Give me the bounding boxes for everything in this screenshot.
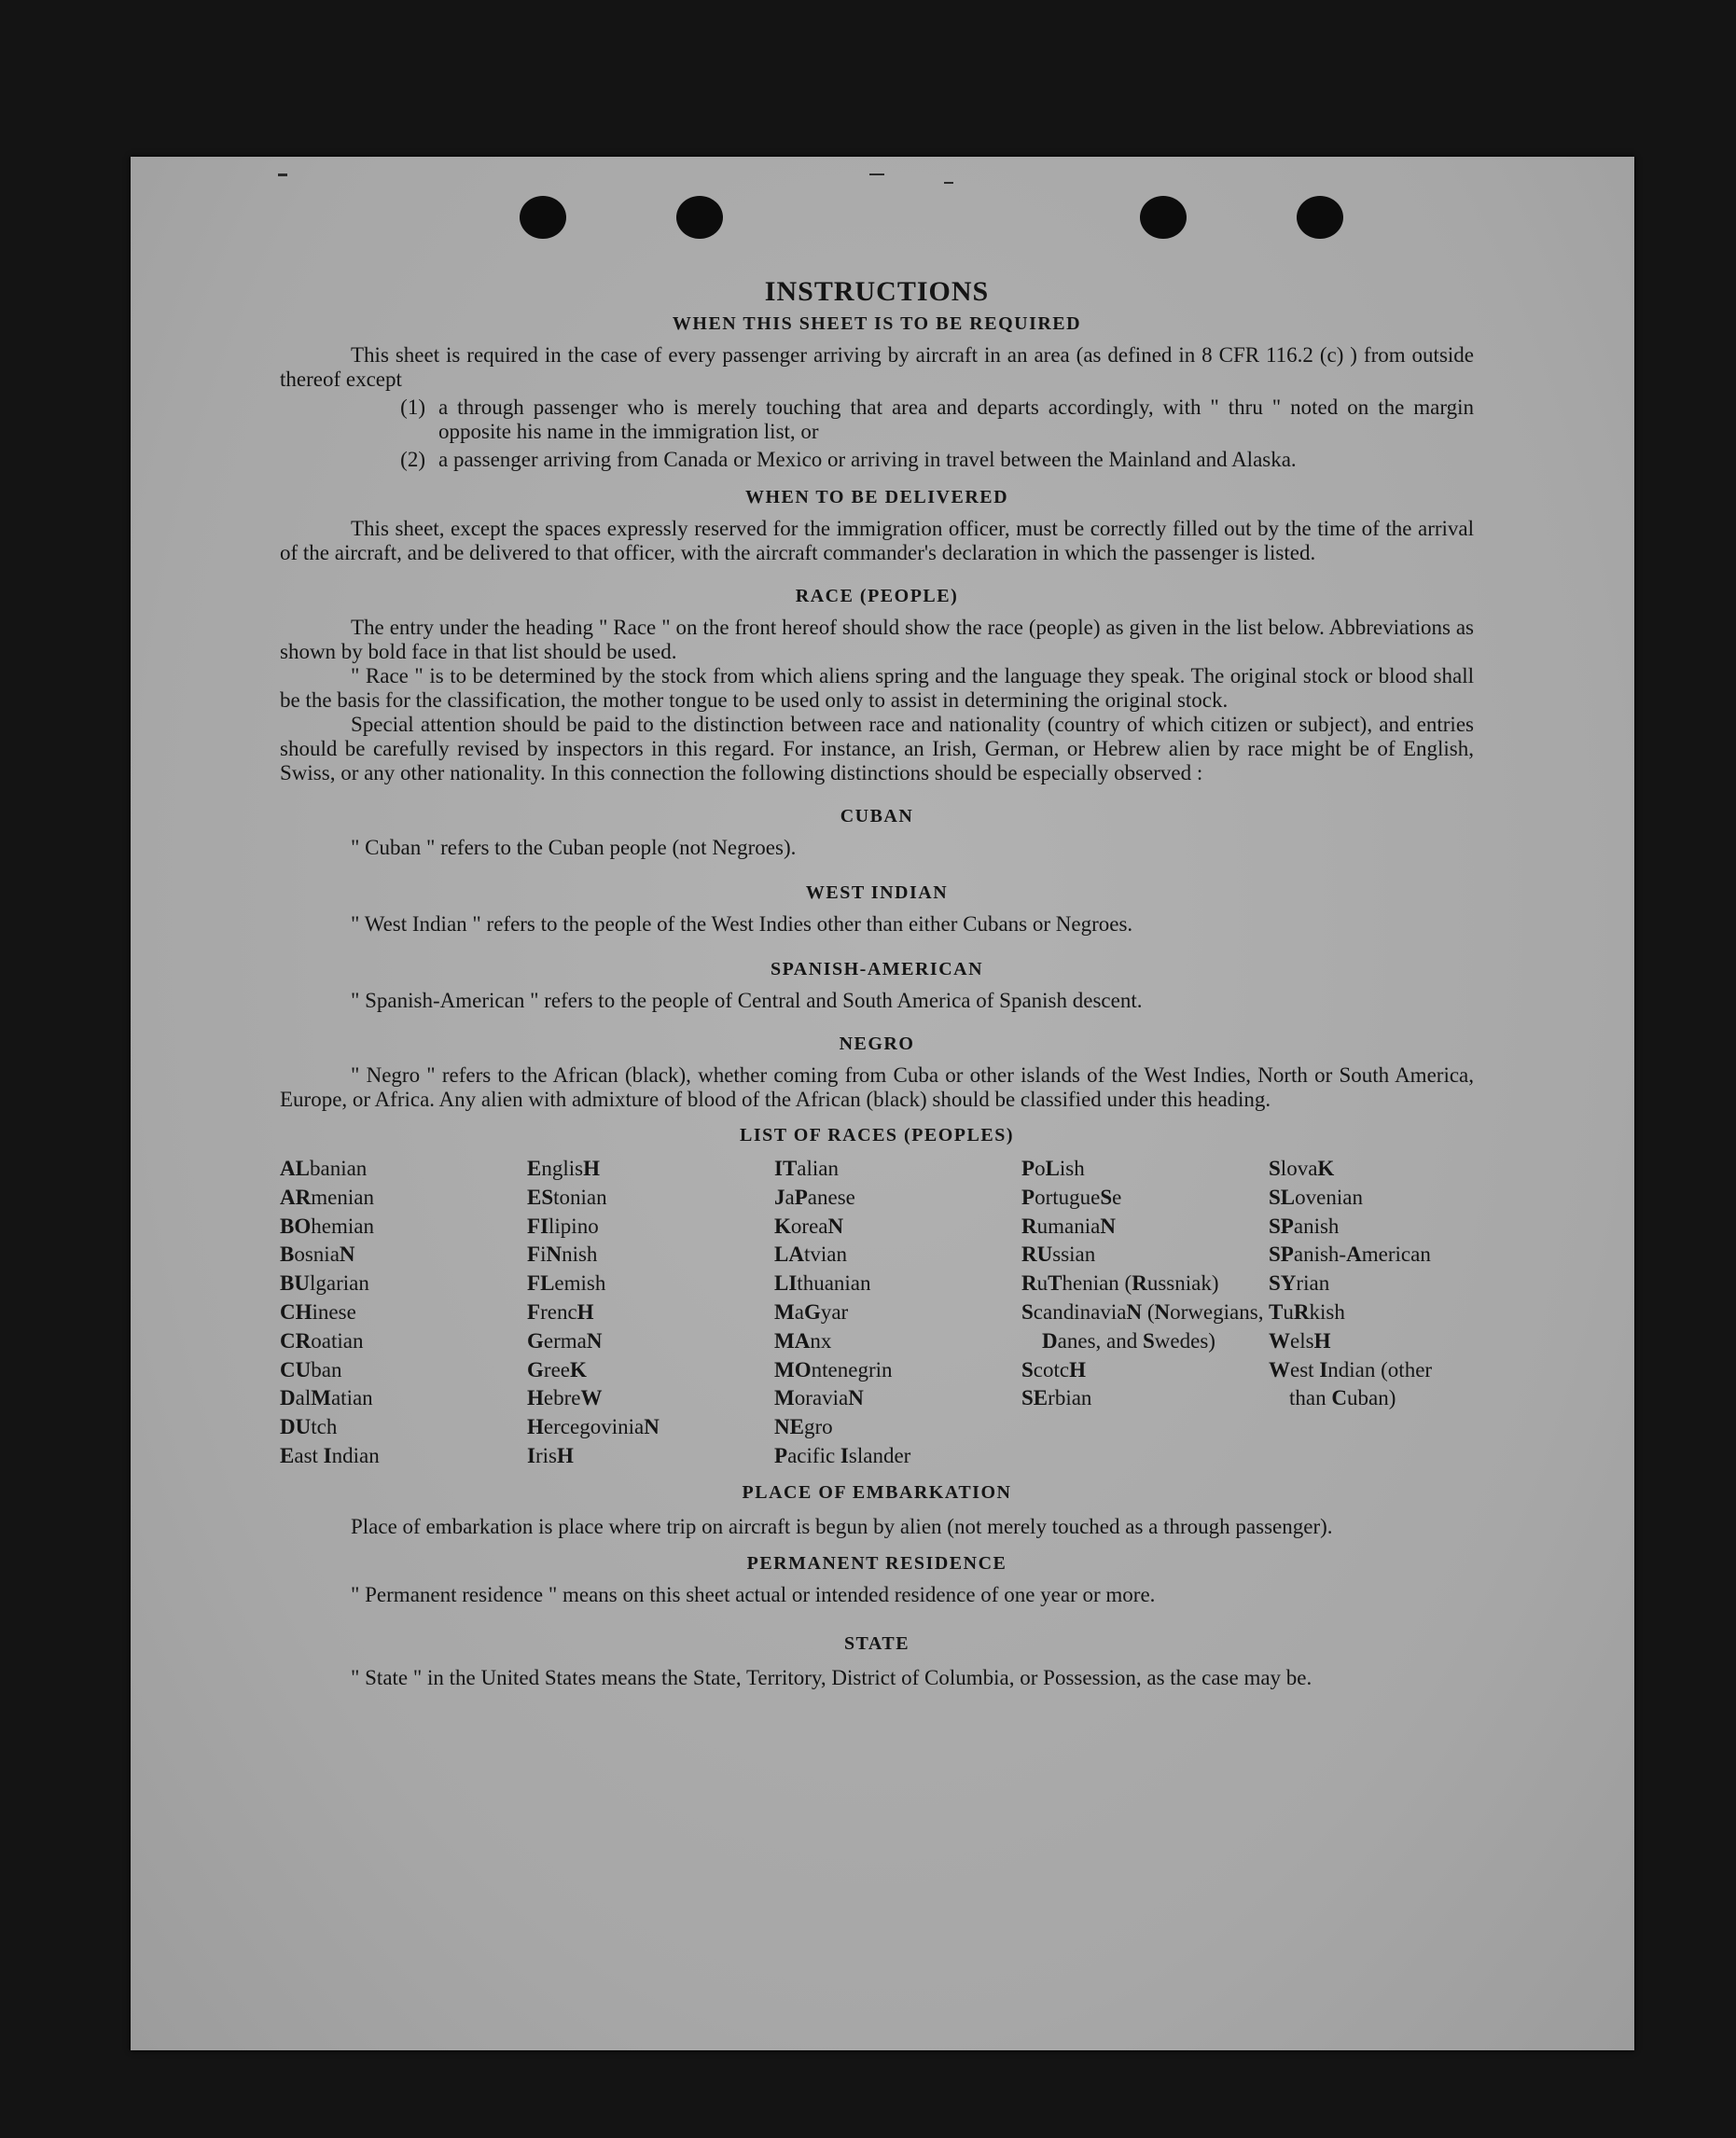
exception-item [280,448,1474,472]
race-entry: ARmenian [280,1185,374,1209]
residence-text: " Permanent residence " means on this sheet actual or intended residence of one year or more. [351,1582,1156,1606]
races-column [774,1155,1021,1471]
race-entry: RuThenian (Russniak) [1021,1271,1219,1296]
race-entry: ScandinaviaN (Norwegians, Danes, and Swedes) [1021,1299,1264,1353]
race-entry: RUssian [1021,1243,1096,1267]
race-entry: SLovenian [1269,1185,1363,1209]
race-entry: FIlipino [527,1214,599,1238]
race-entry: West Indian (other than Cuban) [1269,1357,1433,1410]
races-column [280,1155,527,1471]
punch-hole [676,196,723,239]
race-entry: ScotcH [1021,1357,1087,1381]
race-entry: GreeK [527,1357,587,1381]
race-entry: GermaN [527,1328,603,1353]
race-entry: CHinese [280,1299,356,1324]
section-heading-residence: PERMANENT RESIDENCE [746,1552,1007,1574]
punch-hole [1297,196,1343,239]
race-entry: East Indian [280,1443,380,1467]
section-heading-state: STATE [843,1632,910,1654]
section-heading-cuban: CUBAN [840,806,914,826]
race-entry: MOntenegrin [774,1357,893,1381]
race-entry: TuRkish [1269,1299,1345,1324]
section-heading-race: RACE (PEOPLE) [795,586,959,606]
race-paragraph-3: Special attention should be paid to the distinction between race and nationality (country of which citizen or subject), and entries should be carefully revised by inspectors in this regard. For instance, an Irish, German, or Hebrew alien by race might be of English, Swiss, or any other nationality. In this connection the following distinctions should be especially observed : [280,713,1474,784]
race-entry: BUlgarian [280,1271,369,1296]
race-entry: SPanish [1269,1214,1340,1238]
section-heading-delivered: WHEN TO BE DELIVERED [744,487,1009,507]
section-heading-spanish-american: SPANISH-AMERICAN [770,959,984,979]
race-entry: RumaniaN [1021,1214,1116,1238]
race-entry: WelsH [1269,1328,1331,1353]
races-list [280,1155,1474,1471]
race-entry: FLemish [527,1271,606,1296]
negro-text: " Negro " refers to the African (black), whether coming from Cuba or other islands of the West Indies, North or South America, Europe, or Africa. Any alien with admixture of blood of the African (black) should be classified under this heading. [280,1063,1474,1111]
embarkation-text: Place of embarkation is place where trip on aircraft is begun by alien (not merely touched as a through passenger). [351,1514,1333,1538]
race-paragraph-2: " Race " is to be determined by the stock from which aliens spring and the language they speak. The original stock or blood shall be the basis for the classification, the mother tongue to be used only to assist in determining the original stock. [280,664,1474,712]
race-entry: KoreaN [774,1214,844,1238]
exception-text: a through passenger who is merely touching that area and departs accordingly, with " thru " noted on the margin opposite his name in the immigration list, or [438,396,1474,443]
page-title: INSTRUCTIONS [764,276,990,307]
race-entry: NEgro [774,1415,833,1439]
race-entry: MoraviaN [774,1386,864,1410]
races-column [1021,1155,1269,1471]
race-entry: SErbian [1021,1386,1092,1410]
section-heading-required: WHEN THIS SHEET IS TO BE REQUIRED [672,313,1082,334]
exception-number: (2) [400,448,425,471]
race-entry: PortugueSe [1021,1185,1122,1209]
exception-text: a passenger arriving from Canada or Mexico or arriving in travel between the Mainland and Alaska. [438,448,1297,471]
race-entry: LIthuanian [774,1271,871,1296]
cuban-text: " Cuban " refers to the Cuban people (not Negroes). [351,836,797,859]
race-entry: CUban [280,1357,342,1381]
race-entry: EStonian [527,1185,607,1209]
race-entry: MaGyar [774,1299,849,1324]
section-heading-west-indian: WEST INDIAN [805,882,949,903]
race-entry: ITalian [774,1157,840,1180]
race-entry: Pacific Islander [774,1443,911,1467]
required-intro: This sheet is required in the case of every passenger arriving by aircraft in an area (as defined in 8 CFR 116.2 (c) ) from outside thereof except [280,343,1474,391]
race-entry: MAnx [774,1328,832,1353]
race-entry: JaPanese [774,1185,855,1209]
race-entry: EnglisH [527,1157,600,1180]
section-heading-embarkation: PLACE OF EMBARKATION [742,1481,1012,1503]
race-entry: DalMatian [280,1386,373,1410]
instructions-content [280,276,1474,1693]
race-entry: HebreW [527,1386,603,1410]
races-column [527,1155,774,1471]
races-column [1269,1155,1474,1471]
spanish-american-text: " Spanish-American " refers to the people of Central and South America of Spanish descent. [351,989,1143,1012]
race-entry: SlovaK [1269,1157,1335,1180]
race-entry: LAtvian [774,1243,847,1267]
exception-item [280,396,1474,444]
race-entry: BOhemian [280,1214,374,1238]
delivered-text: This sheet, except the spaces expressly reserved for the immigration officer, must be correctly filled out by the time of the arrival of the aircraft, and be delivered to that officer, with the aircraft commander's declaration in which the passenger is listed. [280,517,1474,564]
scan-mark [944,182,953,184]
scan-mark [869,174,884,175]
race-entry: BosniaN [280,1243,355,1267]
race-entry: ALbanian [280,1157,368,1180]
race-entry: HercegoviniaN [527,1415,660,1439]
race-paragraph-1: The entry under the heading " Race " on the front hereof should show the race (people) as given in the list below. Abbreviations as shown by bold face in that list should be used. [280,616,1474,663]
section-heading-races-list: LIST OF RACES (PEOPLES) [739,1125,1014,1145]
punch-hole [1140,196,1187,239]
race-entry: SYrian [1269,1271,1330,1296]
state-text: " State " in the United States means the State, Territory, District of Columbia, or Possession, as the case may be. [351,1665,1312,1689]
race-entry: SPanish-American [1269,1243,1431,1267]
scan-mark [278,174,287,176]
west-indian-text: " West Indian " refers to the people of the West Indies other than either Cubans or Negroes. [351,912,1133,936]
punch-hole [520,196,566,239]
race-entry: CRoatian [280,1328,364,1353]
race-entry: FiNnish [527,1243,598,1267]
race-entry: DUtch [280,1415,338,1439]
exception-number: (1) [400,396,425,419]
section-heading-negro: NEGRO [839,1034,915,1054]
race-entry: FrencH [527,1299,594,1324]
race-entry: PoLish [1021,1157,1085,1180]
race-entry: IrisH [527,1443,574,1467]
